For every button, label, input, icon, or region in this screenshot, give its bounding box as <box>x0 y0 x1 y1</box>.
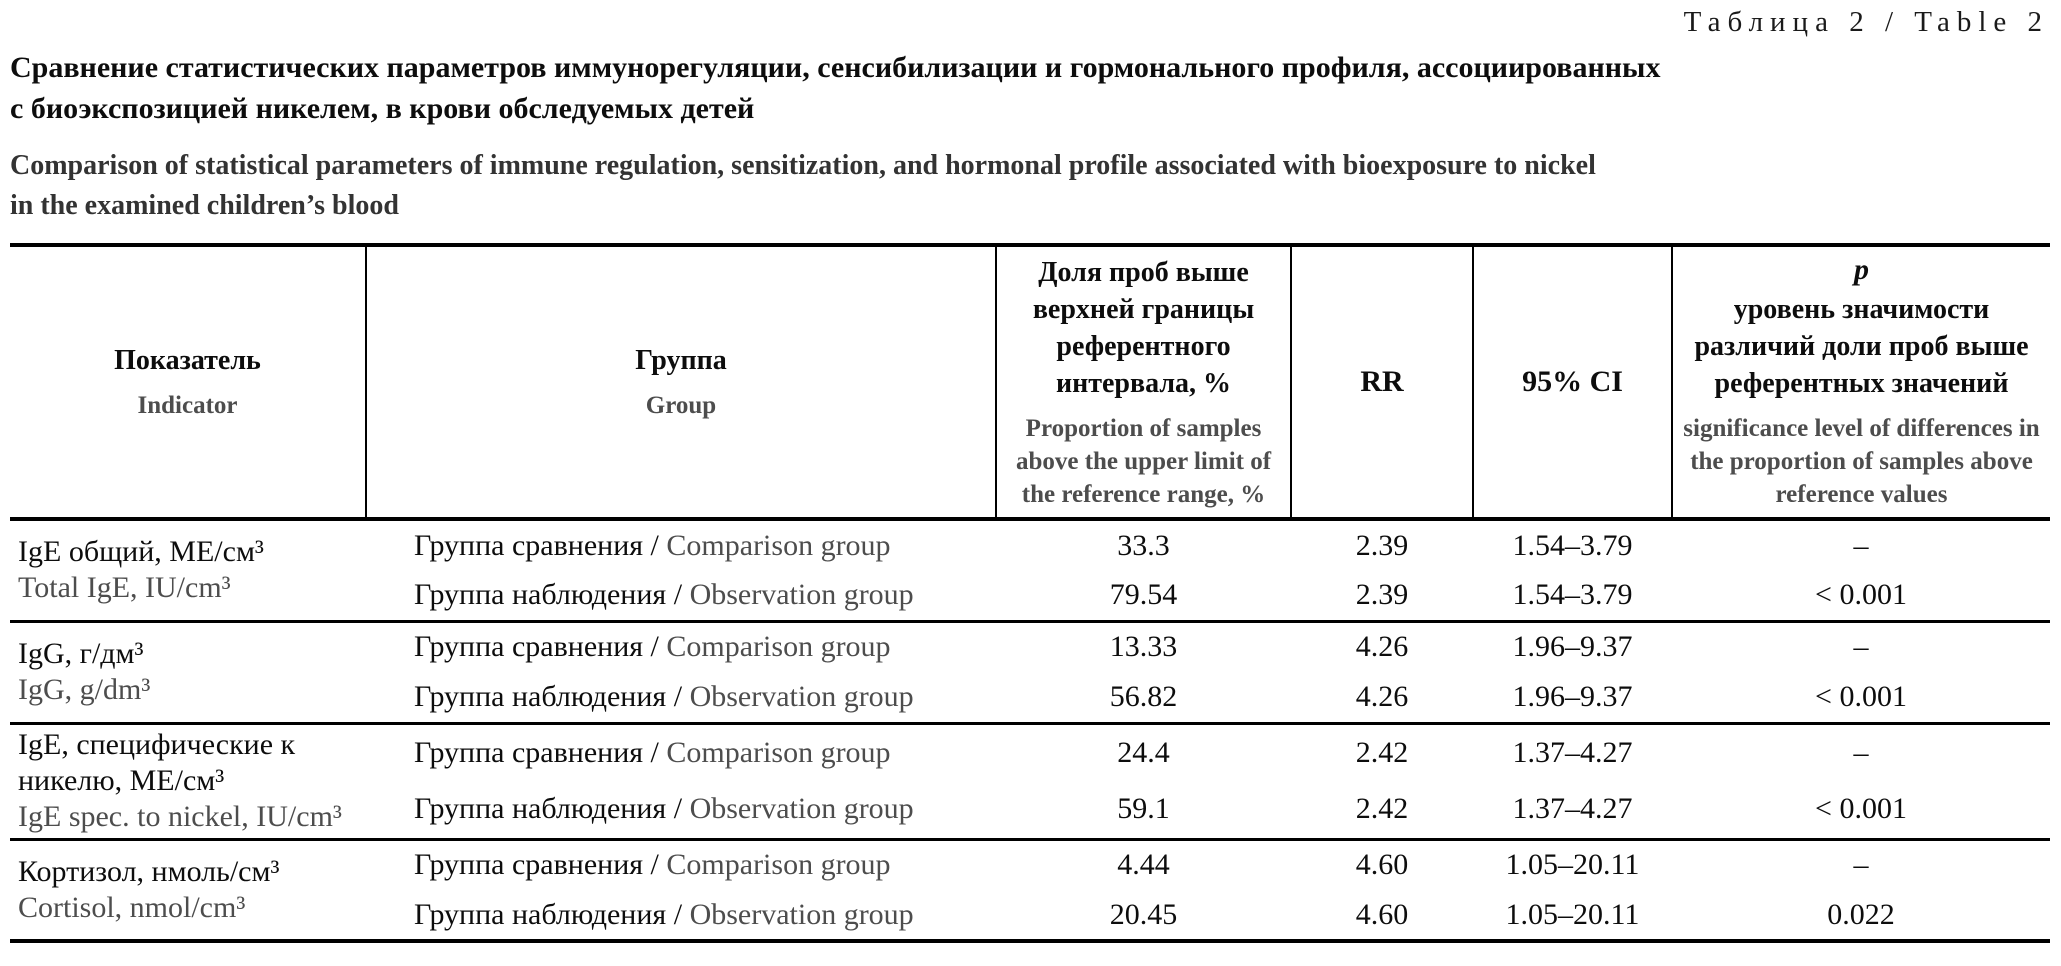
table-title-russian-line2: с биоэкспозицией никелем, в крови обследуемых детей <box>10 92 755 125</box>
results-table <box>10 243 2050 943</box>
col-header-proportion-en: Proportion of samples above the upper limit of the reference range, % <box>1015 414 1272 508</box>
indicator-ru: Кортизол, нмоль/см³ <box>18 854 280 888</box>
col-header-group-ru: Группа <box>635 345 727 376</box>
table-body <box>10 519 2050 941</box>
indicator-en: IgG, g/dm³ <box>18 673 151 706</box>
col-header-p-ru: уровень значимости различий доли проб выше референтных значений <box>1694 294 2029 399</box>
rr-value: 2.39 <box>1355 528 1409 562</box>
group-ru: Группа сравнения / <box>414 528 667 562</box>
p-value: < 0.001 <box>1815 792 1907 826</box>
group-en: Observation group <box>689 679 914 713</box>
table-title-english-line1: Comparison of statistical parameters of immune regulation, sensitization, and hormonal profile associated with bioexposure to nickel <box>10 150 1596 181</box>
table-title-russian-line1: Сравнение статистических параметров иммунорегуляции, сенсибилизации и гормонального профиля, ассоциированных <box>10 51 1661 84</box>
table-row <box>10 621 2050 672</box>
indicator-ru: IgE общий, МЕ/см³ <box>18 535 264 569</box>
rr-value: 4.26 <box>1355 679 1409 713</box>
group-ru: Группа сравнения / <box>414 735 667 769</box>
indicator-ru: IgE, специфические к никелю, МЕ/см³ <box>18 728 296 797</box>
col-header-group-en: Group <box>645 392 717 419</box>
indicator-cell-cortisol <box>10 839 366 941</box>
ci-value: 1.05–20.11 <box>1505 897 1640 931</box>
col-header-p-en: significance level of differences in the proportion of samples above reference values <box>1683 415 2040 508</box>
indicator-en: IgE spec. to nickel, IU/cm³ <box>18 800 342 833</box>
col-header-group <box>366 245 996 519</box>
table-number-label: Таблица 2 / Table 2 <box>1683 6 2049 38</box>
col-header-p <box>1672 245 2050 519</box>
p-value: – <box>1672 723 2050 781</box>
rr-value: 2.42 <box>1355 792 1409 826</box>
indicator-cell-igg <box>10 621 366 723</box>
rr-value: 2.42 <box>1291 723 1473 781</box>
group-cell <box>366 519 996 570</box>
group-en: Comparison group <box>666 848 891 882</box>
col-header-ci <box>1473 245 1672 519</box>
table-row <box>10 839 2050 890</box>
group-cell <box>366 781 996 839</box>
p-value: 0.022 <box>1827 897 1895 931</box>
group-ru: Группа сравнения / <box>414 630 667 664</box>
group-ru: Группа наблюдения / <box>414 897 690 931</box>
group-en: Comparison group <box>666 528 891 562</box>
col-header-indicator-ru: Показатель <box>114 345 261 376</box>
col-header-indicator <box>10 245 366 519</box>
proportion-value: 56.82 <box>1109 679 1178 713</box>
group-en: Observation group <box>689 577 914 611</box>
proportion-value: 79.54 <box>1109 577 1178 611</box>
group-en: Observation group <box>689 792 914 826</box>
table-title-english <box>10 146 2050 226</box>
proportion-value: 20.45 <box>1109 897 1178 931</box>
group-cell <box>366 570 996 621</box>
group-cell <box>366 839 996 890</box>
group-cell <box>366 723 996 781</box>
proportion-value: 24.4 <box>996 723 1291 781</box>
proportion-value: 59.1 <box>1117 792 1170 826</box>
table-row <box>10 723 2050 781</box>
rr-value: 2.39 <box>1355 577 1409 611</box>
table-header <box>10 245 2050 519</box>
group-en: Observation group <box>689 897 914 931</box>
ci-value: 1.37–4.27 <box>1473 723 1672 781</box>
ci-value: 1.37–4.27 <box>1512 792 1633 826</box>
rr-value: 4.60 <box>1291 839 1473 890</box>
group-ru: Группа наблюдения / <box>414 577 690 611</box>
group-cell <box>366 890 996 941</box>
col-header-rr <box>1291 245 1473 519</box>
group-ru: Группа наблюдения / <box>414 679 690 713</box>
ci-value: 1.54–3.79 <box>1512 577 1633 611</box>
p-value: – <box>1853 528 1869 562</box>
p-value: – <box>1672 839 2050 890</box>
proportion-value: 33.3 <box>1117 528 1170 562</box>
col-header-ci-label: 95% CI <box>1522 365 1623 398</box>
group-cell <box>366 672 996 723</box>
ci-value: 1.05–20.11 <box>1473 839 1672 890</box>
group-ru: Группа сравнения / <box>414 848 667 882</box>
indicator-en: Total IgE, IU/cm³ <box>18 571 231 605</box>
group-cell <box>366 621 996 672</box>
table-row <box>10 519 2050 570</box>
indicator-cell-ige-nickel <box>10 723 366 839</box>
col-header-proportion <box>996 245 1291 519</box>
col-header-indicator-en: Indicator <box>137 392 238 419</box>
table-title-russian <box>10 47 2050 129</box>
proportion-value: 4.44 <box>996 839 1291 890</box>
p-value: – <box>1672 621 2050 672</box>
col-header-rr-label: RR <box>1360 365 1404 398</box>
ci-value: 1.96–9.37 <box>1512 679 1633 713</box>
indicator-en: Cortisol, nmol/cm³ <box>18 890 246 924</box>
proportion-value: 13.33 <box>996 621 1291 672</box>
group-en: Comparison group <box>666 735 891 769</box>
rr-value: 4.26 <box>1291 621 1473 672</box>
group-en: Comparison group <box>666 630 891 664</box>
table-title-english-line2: in the examined children’s blood <box>10 190 399 221</box>
rr-value: 4.60 <box>1355 897 1409 931</box>
ci-value: 1.54–3.79 <box>1512 528 1633 562</box>
indicator-ru: IgG, г/дм³ <box>18 637 144 670</box>
p-value: < 0.001 <box>1815 577 1907 611</box>
indicator-cell-total-ige <box>10 519 366 621</box>
col-header-p-symbol: p <box>1854 253 1869 286</box>
ci-value: 1.96–9.37 <box>1473 621 1672 672</box>
group-ru: Группа наблюдения / <box>414 792 690 826</box>
p-value: < 0.001 <box>1815 679 1907 713</box>
col-header-proportion-ru: Доля проб выше верхней границы референтного интервала, % <box>1032 256 1255 399</box>
